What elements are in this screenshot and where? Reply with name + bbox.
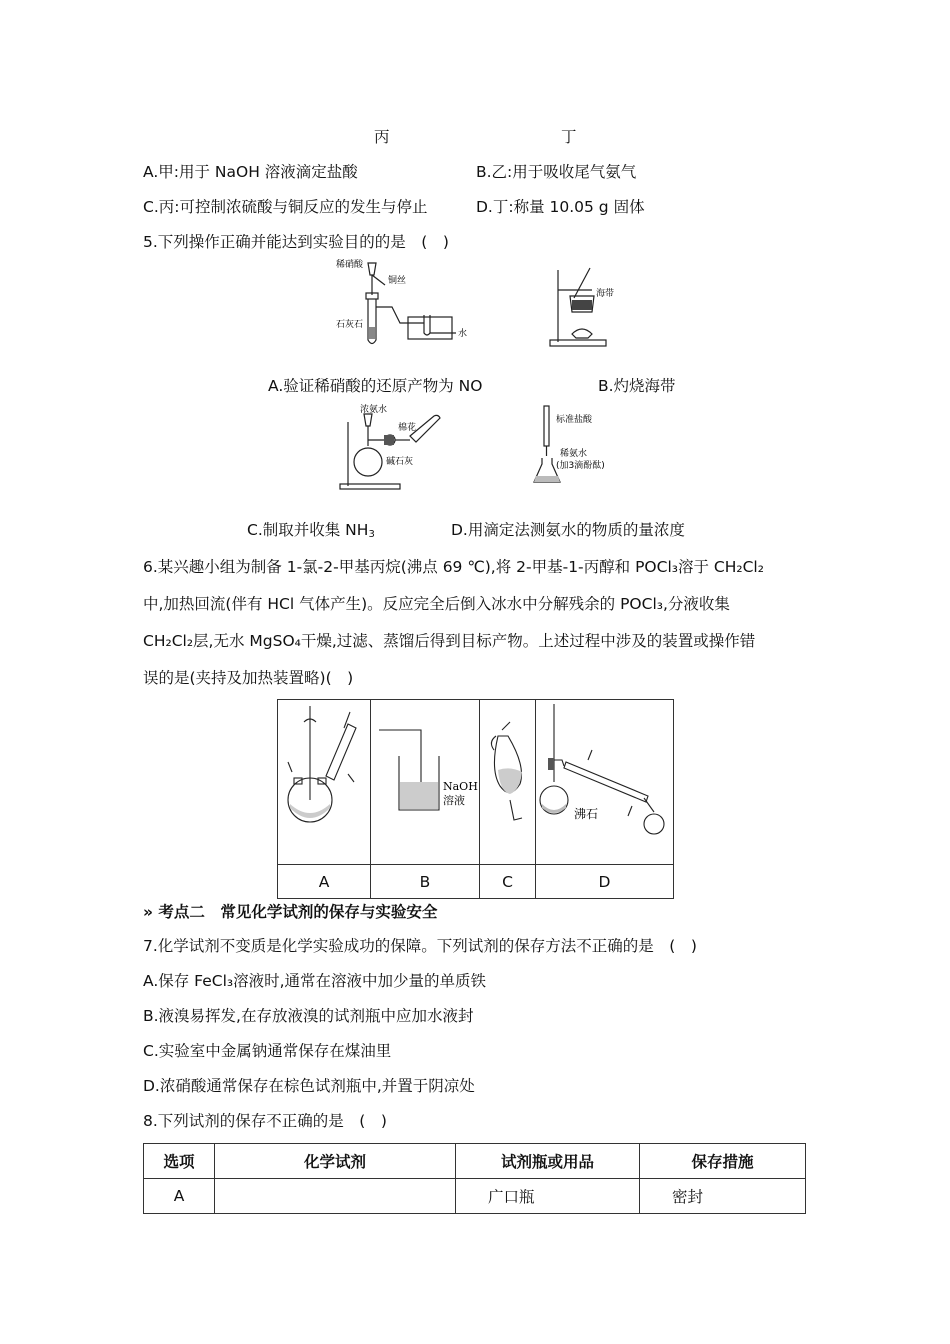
apparatus-label-d: D [536, 865, 674, 899]
section-marker-icon: » [143, 903, 154, 921]
label-bing: 丙 [374, 128, 390, 146]
table-row [144, 1179, 806, 1214]
q6-line-4: 误的是(夹持及加热装置略)( ) [143, 669, 354, 687]
apparatus-d [536, 700, 674, 865]
q7-option-d: D.浓硝酸通常保存在棕色试剂瓶中,并置于阴凉处 [143, 1077, 475, 1095]
apparatus-label-a: A [278, 865, 371, 899]
q8-header-measure: 保存措施 [640, 1144, 806, 1179]
q5-caption-a: A.验证稀硝酸的还原产物为 NO [268, 377, 483, 395]
q8-table [143, 1143, 806, 1214]
q4-option-c: C.丙:可控制浓硫酸与铜反应的发生与停止 [143, 198, 428, 216]
q5-stem: 5.下列操作正确并能达到实验目的的是 ( ) [143, 233, 449, 251]
figure-nh3-preparation [338, 402, 448, 492]
solution-label: 溶液 [443, 794, 465, 807]
q6-line-3: CH₂Cl₂层,无水 MgSO₄干燥,过滤、蒸馏后得到目标产物。上述过程中涉及的装置或操作错 [143, 632, 756, 650]
diagram-label: 稀硝酸 [336, 260, 364, 270]
q7-option-b: B.液溴易挥发,在存放液溴的试剂瓶中应加水液封 [143, 1007, 474, 1025]
naoh-label: NaOH [443, 780, 478, 793]
label-ding: 丁 [561, 128, 577, 146]
q7-stem: 7.化学试剂不变质是化学实验成功的保障。下列试剂的保存方法不正确的是 ( ) [143, 937, 697, 955]
figure-burn-seaweed [548, 262, 628, 350]
q8-header-bottle: 试剂瓶或用品 [456, 1144, 640, 1179]
q8-cell-reagent [215, 1179, 456, 1214]
q8-cell-bottle: 广口瓶 [456, 1179, 640, 1214]
q7-option-c: C.实验室中金属钠通常保存在煤油里 [143, 1042, 392, 1060]
diagram-label: 水 [458, 329, 468, 339]
diagram-label: 石灰石 [336, 320, 364, 330]
apparatus-label-b: B [371, 865, 480, 899]
q8-stem: 8.下列试剂的保存不正确的是 ( ) [143, 1112, 387, 1130]
q4-option-d: D.丁:称量 10.05 g 固体 [476, 198, 645, 216]
q5-caption-c: C.制取并收集 $NH_3$ [247, 521, 375, 540]
diagram-label: 海带 [596, 289, 615, 299]
figure-titration [530, 402, 630, 492]
q4-option-b: B.乙:用于吸收尾气氨气 [476, 163, 637, 181]
diagram-label: 标准盐酸 [556, 415, 593, 425]
q7-option-a: A.保存 FeCl₃溶液时,通常在溶液中加少量的单质铁 [143, 972, 487, 990]
q6-line-1: 6.某兴趣小组为制备 1-氯-2-甲基丙烷(沸点 69 ℃),将 2-甲基-1-丙醇和 POCl₃溶于 CH₂Cl₂ [143, 558, 764, 576]
q5-caption-d: D.用滴定法测氨水的物质的量浓度 [451, 521, 685, 539]
diagram-label: 稀氨水 [560, 449, 588, 459]
q8-cell-option: A [144, 1179, 215, 1214]
q4-option-a: A.甲:用于 NaOH 溶液滴定盐酸 [143, 163, 358, 181]
apparatus-label-c: C [480, 865, 536, 899]
q6-apparatus-table [277, 699, 674, 899]
q5-caption-b: B.灼烧海带 [598, 377, 676, 395]
apparatus-c [480, 700, 536, 865]
diagram-label: 碱石灰 [386, 457, 414, 467]
apparatus-a [278, 700, 371, 865]
boiling-chip-label: 沸石 [574, 807, 599, 821]
q8-header-option: 选项 [144, 1144, 215, 1179]
apparatus-b [371, 700, 480, 865]
figure-no-verification [330, 255, 470, 355]
diagram-label: (加3滴酚酞) [556, 461, 605, 471]
diagram-label: 棉花 [398, 423, 417, 433]
section-title: 考点二 常见化学试剂的保存与实验安全 [158, 903, 438, 921]
section-heading [143, 900, 437, 922]
diagram-label: 铜丝 [388, 276, 407, 286]
diagram-label: 浓氨水 [360, 405, 388, 415]
q8-header-reagent: 化学试剂 [215, 1144, 456, 1179]
q6-line-2: 中,加热回流(伴有 HCl 气体产生)。反应完全后倒入冰水中分解残余的 POCl₃,分液收集 [143, 595, 730, 613]
q8-cell-measure: 密封 [640, 1179, 806, 1214]
